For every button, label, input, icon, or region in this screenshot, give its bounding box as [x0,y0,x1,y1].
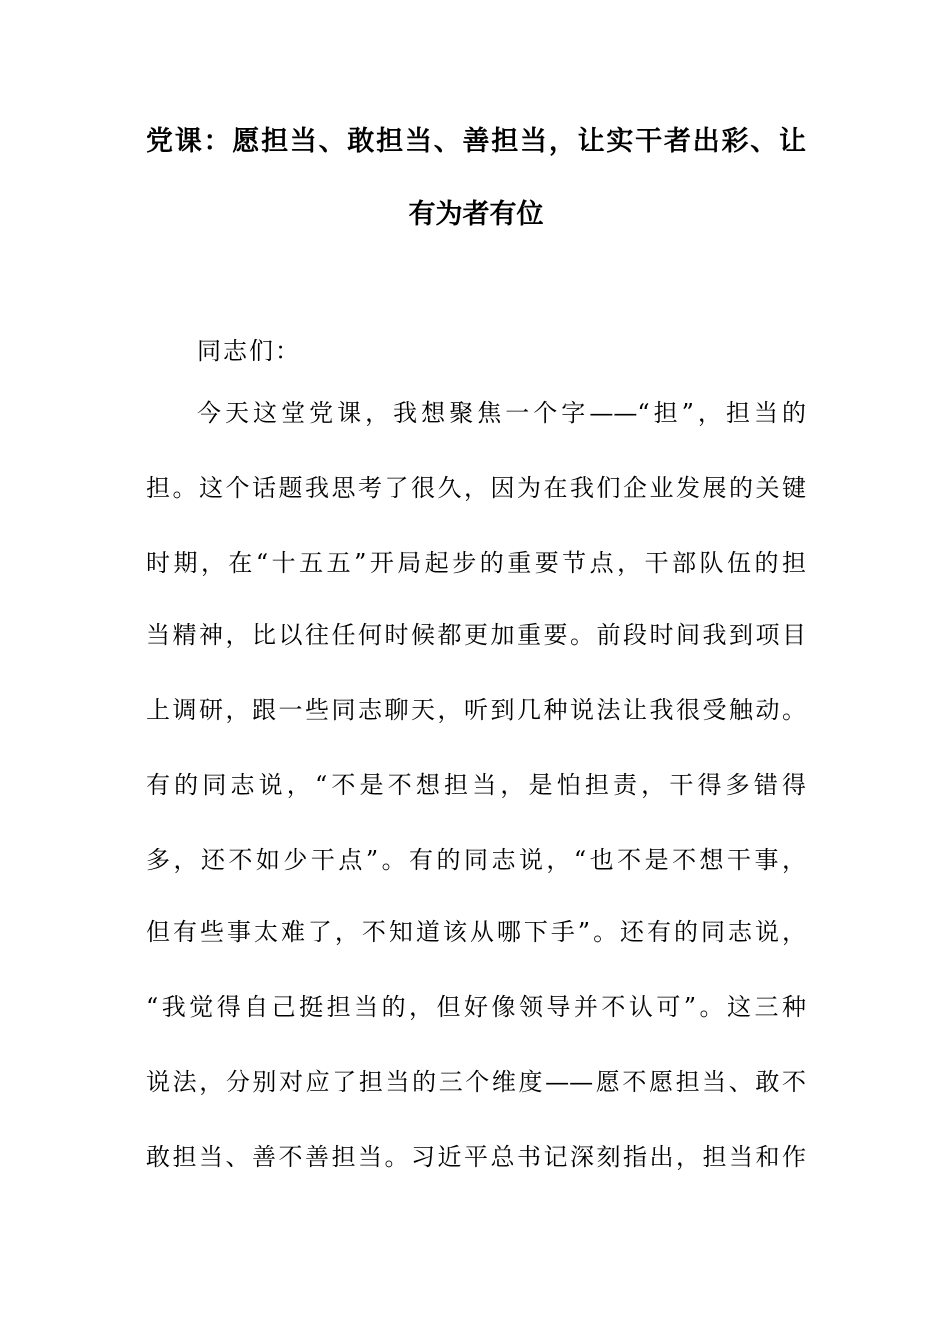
paragraph-line-9: “我觉得自己挺担当的，但好像领导并不认可”。这三种 [146,993,806,1021]
paragraph-line-4: 当精神，比以往任何时候都更加重要。前段时间我到项目 [146,621,806,649]
paragraph-line-11: 敢担当、善不善担当。习近平总书记深刻指出，担当和作 [146,1143,806,1171]
paragraph-line-8: 但有些事太难了，不知道该从哪下手”。还有的同志说， [146,918,806,946]
document-title-line-2: 有为者有位 [408,199,544,230]
paragraph-line-7: 多，还不如少干点”。有的同志说，“也不是不想干事， [146,846,806,874]
document-title-line-1: 党课：愿担当、敢担当、善担当，让实干者出彩、让 [146,126,806,157]
paragraph-line-2: 担。这个话题我思考了很久，因为在我们企业发展的关键 [146,474,806,502]
paragraph-line-10: 说法，分别对应了担当的三个维度——愿不愿担当、敢不 [146,1068,806,1096]
paragraph-line-1: 今天这堂党课，我想聚焦一个字——“担”，担当的 [197,399,806,427]
greeting: 同志们： [197,337,301,365]
paragraph-line-5: 上调研，跟一些同志聊天，听到几种说法让我很受触动。 [146,696,806,724]
paragraph-line-3: 时期，在“十五五”开局起步的重要节点，干部队伍的担 [146,549,806,577]
paragraph-line-6: 有的同志说，“不是不想担当，是怕担责，干得多错得 [146,771,806,799]
